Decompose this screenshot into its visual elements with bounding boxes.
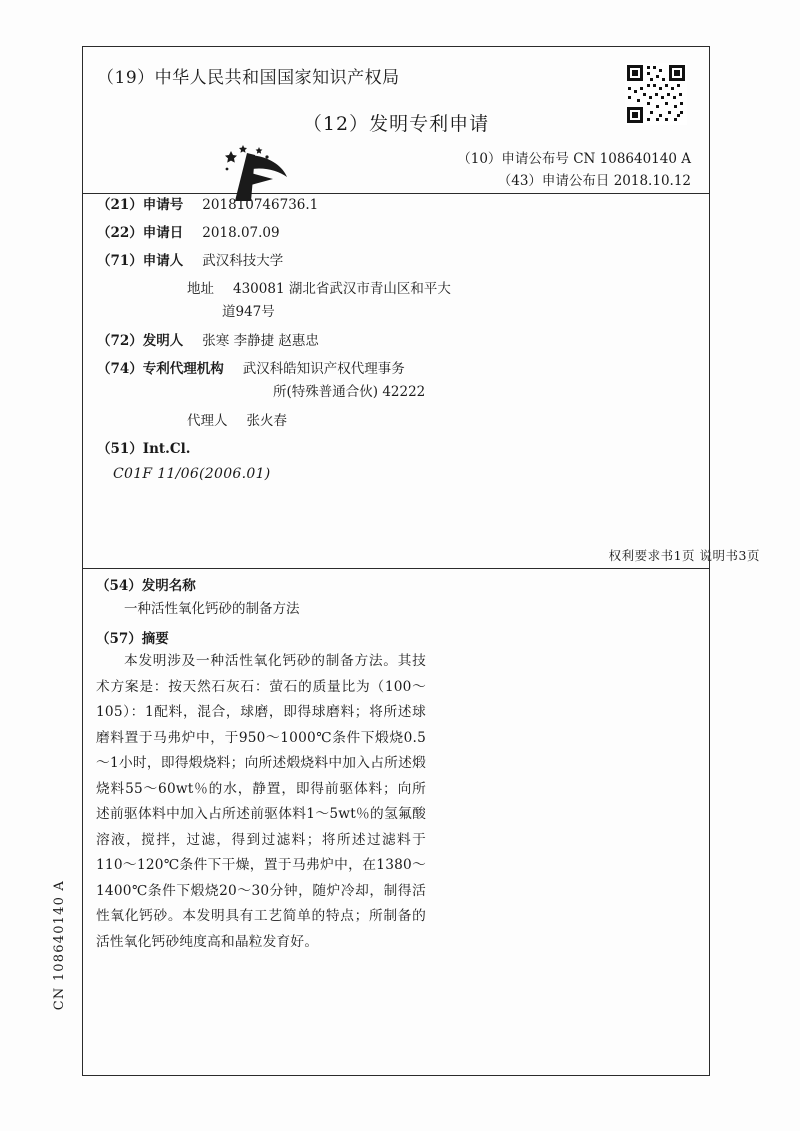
qr-code-icon: [625, 63, 687, 125]
address-label: 地址: [187, 281, 214, 297]
application-number-label: （21）申请号: [97, 197, 184, 213]
int-cl-code: C01F 11/06(2006.01): [113, 466, 271, 482]
applicant-address-line2: [83, 302, 709, 323]
claims-page-note: 权利要求书1页 说明书3页: [608, 548, 760, 563]
abstract-label: （57）摘要: [96, 631, 169, 647]
agency-field-line2: [83, 382, 709, 403]
agent-value: 张火春: [246, 413, 287, 429]
publication-date: （43）申请公布日 2018.10.12: [497, 173, 691, 189]
application-date-field: [83, 223, 709, 244]
int-cl-field: [83, 439, 709, 460]
inventor-field: [83, 331, 709, 352]
side-publication-code: CN 108640140 A: [52, 880, 67, 1011]
application-date-value: 2018.07.09: [202, 225, 280, 241]
agency-value: 武汉科皓知识产权代理事务: [242, 361, 405, 377]
agent-label: 代理人: [187, 413, 228, 429]
inventor-value: 张寒 李静捷 赵惠忠: [202, 333, 319, 349]
invention-title-label: （54）发明名称: [96, 578, 196, 594]
applicant-label: （71）申请人: [97, 253, 184, 269]
abstract-text: 本发明涉及一种活性氧化钙砂的制备方法。其技术方案是：按天然石灰石：萤石的质量比为（100～105）：1配料，混合，球磨，即得球磨料；将所述球磨料置于马弗炉中，于950～1000℃条件下煅烧0.5～1小时，即得煅烧料；向所述煅烧料中加入占所述煅烧料55～60wt％的水，静置，即得前驱体料；向所述前驱体料中加入占所述前驱体料1～5wt％的氢氟酸溶液，搅拌，过滤，得到过滤料；将所述过滤料于110～120℃条件下干燥，置于马弗炉中，在1380～1400℃条件下煅烧20～30分钟，随炉冷却，制得活性氧化钙砂。本发明具有工艺简单的特点；所制备的活性氧化钙砂纯度高和晶粒发育好。: [96, 653, 426, 950]
abstract-section: [96, 574, 426, 955]
application-number-field: [83, 195, 709, 216]
agency-label: （74）专利代理机构: [97, 361, 224, 377]
address-value-line2: 道947号: [222, 304, 275, 320]
applicant-address-field: [83, 279, 709, 300]
bibliographic-data: [83, 195, 709, 492]
section-divider: [83, 568, 709, 569]
agency-field: [83, 359, 709, 380]
applicant-field: [83, 251, 709, 272]
address-value: 430081 湖北省武汉市青山区和平大: [233, 281, 451, 297]
applicant-value: 武汉科技大学: [202, 253, 284, 269]
agency-value-line2: 所(特殊普通合伙) 42222: [273, 384, 426, 400]
document-type-title: （12）发明专利申请: [302, 113, 490, 135]
application-date-label: （22）申请日: [97, 225, 184, 241]
publication-number: （10）申请公布号 CN 108640140 A: [457, 151, 691, 167]
document-header: [83, 47, 709, 194]
application-number-value: 201810746736.1: [202, 197, 319, 213]
invention-title: 一种活性氧化钙砂的制备方法: [124, 601, 300, 617]
issuing-office-line: （19）中华人民共和国国家知识产权局: [97, 68, 400, 88]
int-cl-label: （51）Int.Cl.: [97, 441, 191, 457]
agent-field: [83, 411, 709, 432]
inventor-label: （72）发明人: [97, 333, 184, 349]
